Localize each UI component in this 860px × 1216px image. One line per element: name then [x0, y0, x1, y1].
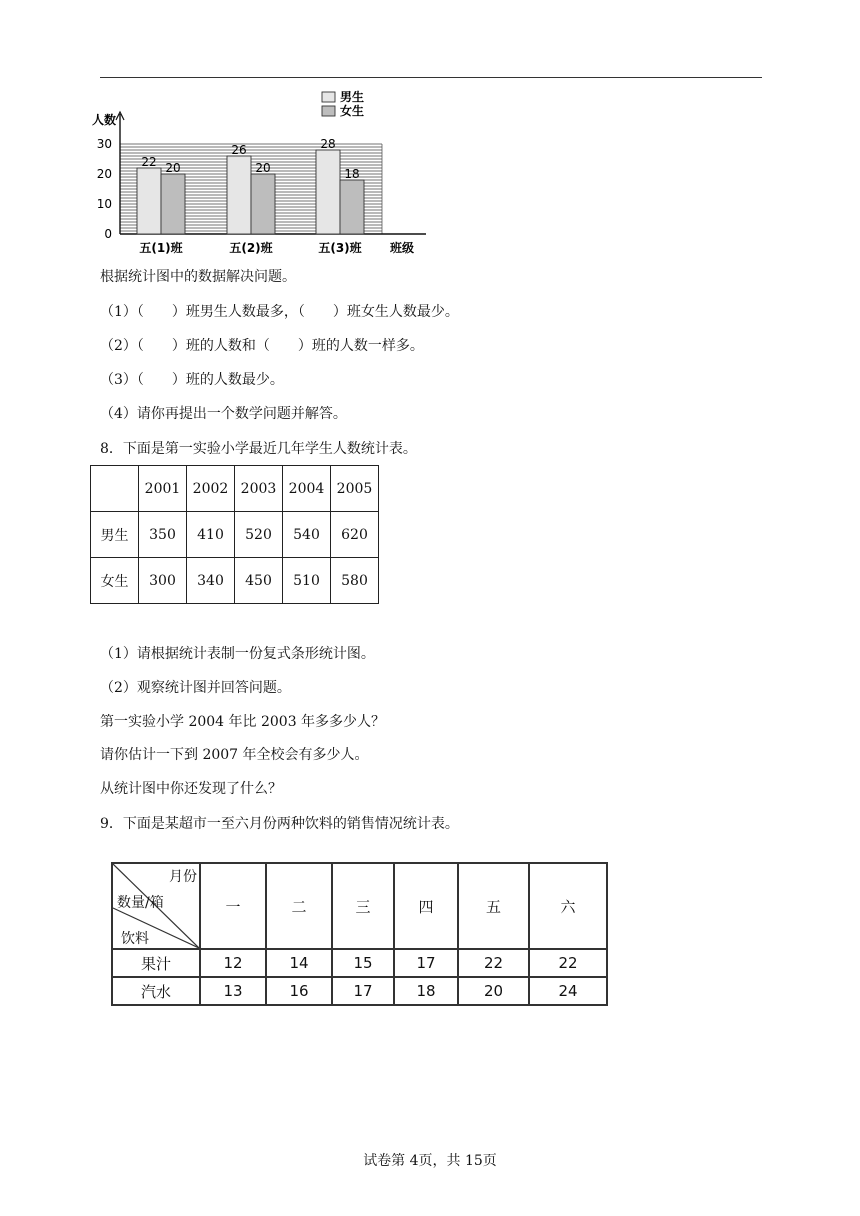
q8-question-1: 第一实验小学 2004 年比 2003 年多多少人？ [100, 714, 386, 730]
header-month-label: 月份 [169, 869, 197, 885]
table-cell: 13 [200, 977, 266, 1005]
table-corner-cell [91, 466, 139, 512]
row-label: 果汁 [112, 949, 200, 977]
month-header: 二 [266, 863, 332, 949]
q9-title: 9．下面是某超市一至六月份两种饮料的销售情况统计表。 [100, 816, 459, 832]
table-cell: 350 [139, 512, 187, 558]
table-row [91, 558, 379, 604]
y-axis-title: 人数 [92, 113, 117, 127]
month-header: 六 [529, 863, 607, 949]
year-header: 2003 [235, 466, 283, 512]
table-cell: 540 [283, 512, 331, 558]
page-footer: 试卷第 4页，共 15页 [363, 1153, 497, 1169]
y-tick-label: 10 [96, 197, 112, 211]
x-tick-label: 五(3)班 [318, 241, 362, 255]
table-cell: 22 [458, 949, 529, 977]
q8-part-1: （1）请根据统计表制一份复式条形统计图。 [100, 646, 375, 662]
legend-label: 男生 [340, 90, 365, 104]
table-cell: 410 [187, 512, 235, 558]
row-label: 女生 [91, 558, 139, 604]
bar [251, 174, 275, 234]
table-row [112, 949, 607, 977]
row-label: 汽水 [112, 977, 200, 1005]
table-cell: 450 [235, 558, 283, 604]
bar-chart [90, 84, 430, 260]
data-label: 20 [255, 161, 271, 175]
x-tick-label: 五(2)班 [229, 241, 273, 255]
year-header: 2001 [139, 466, 187, 512]
table-cell: 620 [331, 512, 379, 558]
q8-part-2: （2）观察统计图并回答问题。 [100, 680, 291, 696]
table-cell: 17 [332, 977, 394, 1005]
table-header-row [91, 466, 379, 512]
diagonal-header-cell [112, 863, 200, 949]
table-cell: 24 [529, 977, 607, 1005]
table-cell: 510 [283, 558, 331, 604]
data-label: 26 [231, 143, 247, 157]
table-cell: 17 [394, 949, 458, 977]
q7-part-1: （1）（ ）班男生人数最多，（ ）班女生人数最少。 [100, 304, 459, 320]
q7-intro: 根据统计图中的数据解决问题。 [100, 269, 296, 285]
q7-part-3: （3）（ ）班的人数最少。 [100, 372, 284, 388]
table-cell: 340 [187, 558, 235, 604]
table-cell: 520 [235, 512, 283, 558]
table-cell: 580 [331, 558, 379, 604]
month-header: 三 [332, 863, 394, 949]
y-tick-label: 0 [104, 227, 112, 241]
table-cell: 14 [266, 949, 332, 977]
data-label: 18 [344, 167, 360, 181]
table-cell: 20 [458, 977, 529, 1005]
month-header: 一 [200, 863, 266, 949]
table-header-row [112, 863, 607, 949]
q9-table [111, 862, 608, 1006]
bar [137, 168, 161, 234]
year-header: 2004 [283, 466, 331, 512]
q8-table [90, 465, 379, 604]
y-tick-label: 20 [96, 167, 112, 181]
data-label: 28 [320, 137, 336, 151]
year-header: 2005 [331, 466, 379, 512]
x-axis-title: 班级 [389, 241, 415, 255]
q8-title: 8．下面是第一实验小学最近几年学生人数统计表。 [100, 441, 417, 457]
month-header: 四 [394, 863, 458, 949]
year-header: 2002 [187, 466, 235, 512]
legend-swatch [322, 106, 335, 116]
bar [161, 174, 185, 234]
x-tick-label: 五(1)班 [139, 241, 183, 255]
data-label: 22 [141, 155, 157, 169]
header-qty-label: 数量/箱 [117, 895, 164, 911]
legend-swatch [322, 92, 335, 102]
table-cell: 15 [332, 949, 394, 977]
q8-question-3: 从统计图中你还发现了什么？ [100, 781, 282, 797]
q7-part-2: （2）（ ）班的人数和（ ）班的人数一样多。 [100, 338, 424, 354]
data-label: 20 [165, 161, 181, 175]
table-row [112, 977, 607, 1005]
legend-label: 女生 [340, 104, 365, 118]
bar [227, 156, 251, 234]
table-cell: 300 [139, 558, 187, 604]
month-header: 五 [458, 863, 529, 949]
table-cell: 22 [529, 949, 607, 977]
q8-question-2: 请你估计一下到 2007 年全校会有多少人。 [100, 747, 369, 763]
q7-part-4: （4）请你再提出一个数学问题并解答。 [100, 406, 347, 422]
bar [316, 150, 340, 234]
bar [340, 180, 364, 234]
table-cell: 16 [266, 977, 332, 1005]
table-cell: 18 [394, 977, 458, 1005]
row-label: 男生 [91, 512, 139, 558]
header-drink-label: 饮料 [121, 931, 149, 947]
y-tick-label: 30 [96, 137, 112, 151]
table-row [91, 512, 379, 558]
header-rule [100, 77, 762, 78]
table-cell: 12 [200, 949, 266, 977]
